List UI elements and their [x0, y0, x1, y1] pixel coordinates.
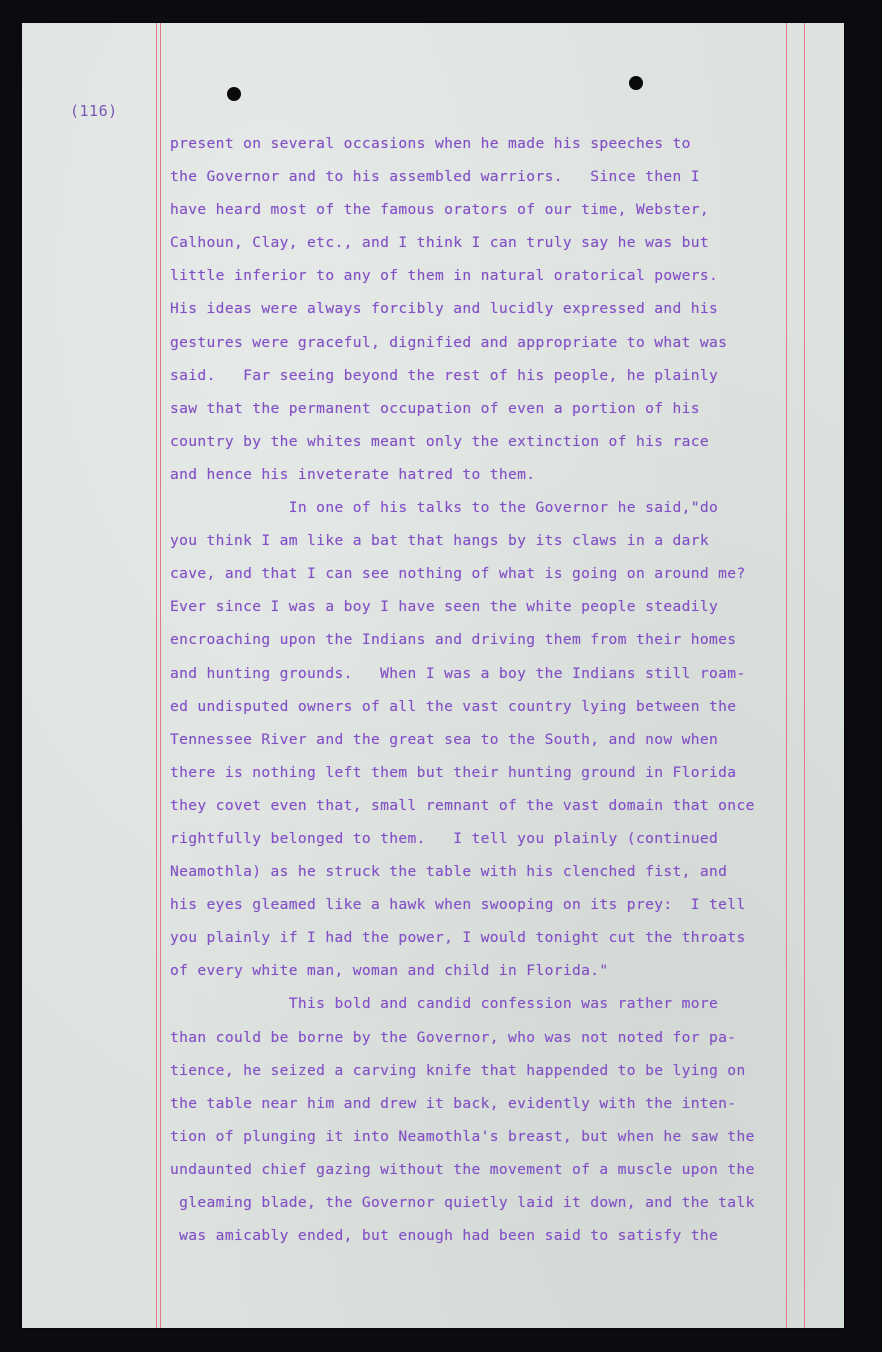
text-line: you think I am like a bat that hangs by its claws in a dark: [170, 532, 710, 550]
text-line: ed undisputed owners of all the vast country lying between the: [170, 697, 737, 715]
paragraph-3: [170, 987, 816, 1252]
text-line: present on several occasions when he made his speeches to: [170, 135, 691, 152]
text-line: little inferior to any of them in natural oratorical powers.: [170, 267, 719, 285]
punch-hole-right: [629, 76, 643, 90]
text-line: saw that the permanent occupation of even a portion of his: [170, 399, 700, 417]
text-line: This bold and candid confession was rather more: [170, 995, 719, 1013]
typewritten-page: [22, 23, 844, 1328]
text-line: His ideas were always forcibly and lucidly expressed and his: [170, 300, 719, 318]
text-line: gestures were graceful, dignified and appropriate to what was: [170, 333, 728, 351]
text-line: In one of his talks to the Governor he said,"do: [170, 499, 719, 517]
text-line: the Governor and to his assembled warriors. Since then I: [170, 168, 700, 186]
text-line: Neamothla) as he struck the table with his clenched fist, and: [170, 863, 728, 881]
text-line: gleaming blade, the Governor quietly laid it down, and the talk: [170, 1194, 755, 1211]
text-line: country by the whites meant only the extinction of his race: [170, 432, 710, 450]
text-line: have heard most of the famous orators of our time, Webster,: [170, 201, 710, 219]
text-line: undaunted chief gazing without the movement of a muscle upon the: [170, 1160, 755, 1178]
text-line: you plainly if I had the power, I would tonight cut the throats: [170, 929, 746, 947]
text-line: Ever since I was a boy I have seen the white people steadily: [170, 598, 719, 616]
text-line: rightfully belonged to them. I tell you plainly (continued: [170, 829, 719, 847]
text-line: Tennessee River and the great sea to the South, and now when: [170, 730, 719, 748]
text-line: tion of plunging it into Neamothla's breast, but when he saw the: [170, 1127, 755, 1145]
text-line: and hunting grounds. When I was a boy the Indians still roam-: [170, 664, 746, 682]
punch-hole-left: [227, 87, 241, 101]
text-line: his eyes gleamed like a hawk when swooping on its prey: I tell: [170, 896, 746, 914]
text-line: they covet even that, small remnant of the vast domain that once: [170, 796, 755, 814]
text-line: there is nothing left them but their hunting ground in Florida: [170, 763, 737, 781]
text-line: tience, he seized a carving knife that happended to be lying on: [170, 1061, 746, 1079]
paragraph-1: [170, 127, 816, 491]
body-text: [170, 127, 816, 1252]
text-line: than could be borne by the Governor, who was not noted for pa-: [170, 1028, 737, 1046]
text-line: said. Far seeing beyond the rest of his people, he plainly: [170, 366, 719, 384]
page-number: (116): [70, 102, 118, 120]
text-line: Calhoun, Clay, etc., and I think I can truly say he was but: [170, 234, 710, 252]
text-line: encroaching upon the Indians and driving them from their homes: [170, 631, 737, 649]
text-line: was amicably ended, but enough had been said to satisfy the: [170, 1227, 719, 1245]
text-line: the table near him and drew it back, evidently with the inten-: [170, 1094, 737, 1112]
paragraph-2: [170, 491, 816, 987]
left-margin-rule: [156, 23, 157, 1328]
text-line: of every white man, woman and child in Florida.": [170, 962, 609, 980]
left-margin-rule-inner: [160, 23, 161, 1328]
text-line: and hence his inveterate hatred to them.: [170, 465, 536, 483]
text-line: cave, and that I can see nothing of what is going on around me?: [170, 565, 746, 583]
